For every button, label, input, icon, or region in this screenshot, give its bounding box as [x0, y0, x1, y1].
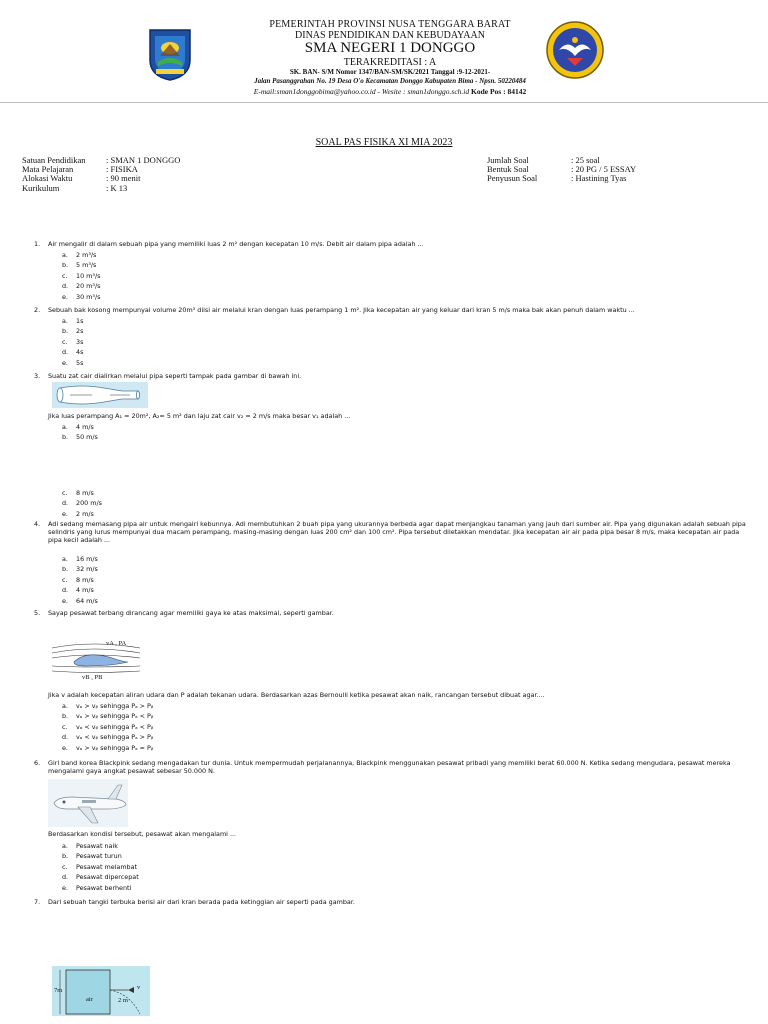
question-text: Suatu zat cair dialirkan melalui pipa seperti tampak pada gambar di bawah ini. — [48, 372, 302, 380]
option — [62, 432, 98, 442]
letterhead — [0, 0, 768, 110]
tank-velocity-label: v — [137, 984, 141, 991]
header-postal: Kode Pos : 84142 — [471, 87, 527, 96]
question-number: 4. — [34, 520, 41, 528]
exam-title-text: SOAL PAS FISIKA XI MIA 2023 — [315, 137, 453, 148]
info-key: Satuan Pendidikan — [22, 155, 86, 165]
question-7 — [34, 898, 746, 906]
option — [62, 554, 98, 564]
option — [62, 862, 139, 872]
option-text: Pesawat melambat — [76, 862, 138, 871]
option — [62, 281, 100, 291]
question-3-options-b — [62, 488, 102, 519]
option-text: vₐ < vᵦ sehingga Pₐ < Pᵦ — [76, 722, 154, 731]
option-letter: a. — [62, 702, 68, 710]
info-value: : 25 soal — [571, 155, 600, 165]
option — [62, 585, 98, 595]
option-letter: d. — [62, 282, 69, 291]
option-letter: d. — [62, 499, 69, 508]
header-department: DINAS PENDIDIKAN DAN KEBUDAYAAN — [295, 30, 485, 41]
info-key: Penyusun Soal — [487, 173, 538, 184]
info-key: Mata Pelajaran — [22, 164, 74, 175]
option-text: 8 m/s — [76, 575, 94, 584]
question-number: 2. — [34, 306, 41, 314]
option — [62, 722, 153, 732]
header-address — [180, 77, 600, 85]
exam-info-right — [487, 156, 636, 184]
info-value: : FISIKA — [106, 164, 138, 175]
option — [62, 326, 83, 336]
option-text: 4s — [76, 348, 84, 357]
option-letter: d. — [62, 873, 69, 882]
question-5-options — [62, 701, 153, 753]
info-row — [22, 184, 180, 193]
option-letter: e. — [62, 292, 68, 301]
option — [62, 841, 139, 851]
option-letter: c. — [62, 489, 68, 497]
option-text: vₐ > vᵦ sehingga Pₐ > Pᵦ — [76, 702, 154, 710]
option-text: Pesawat naik — [76, 842, 118, 850]
option-letter: b. — [62, 852, 69, 861]
option — [62, 596, 98, 606]
info-key: Jumlah Soal — [487, 155, 529, 165]
header-sk-number: SK. BAN- S/M Nomor 1347/BAN-SM/SK/2021 Tanggal :9-12-2021- — [289, 68, 491, 76]
option-text: 8 m/s — [76, 489, 94, 497]
option — [62, 498, 102, 508]
option-text: 1s — [76, 317, 84, 325]
question-number: 1. — [34, 240, 41, 248]
wing-top-label: vA , PA — [106, 640, 127, 647]
option — [62, 701, 153, 711]
question-5-continued — [34, 691, 746, 699]
school-emblem-icon — [545, 20, 605, 80]
header-address-text: Jalan Pasanggrahan No. 19 Desa O'o Kecamatan Donggo Kabupaten Bima - Npsn. 50220484 — [254, 77, 526, 85]
option-text: 4 m/s — [76, 423, 94, 431]
option — [62, 851, 139, 861]
option-letter: d. — [62, 733, 69, 742]
wing-bottom-label: vB , PB — [82, 674, 103, 681]
question-6-options — [62, 841, 139, 893]
option-letter: c. — [62, 575, 68, 584]
question-text: Girl band korea Blackpink sedang mengadakan tur dunia. Untuk mempermudah perjalanannya, Blackpink menggunakan pesawat pribadi yang memiliki berat 60.000 N. Ketika sedang mengudara, pesawat mereka mengalami gaya angkat pesawat sebesar 50.000 N. — [48, 759, 731, 775]
option-text: 50 m/s — [76, 433, 98, 442]
info-key: Bentuk Soal — [487, 164, 529, 175]
tank-height-label: 7m — [54, 987, 63, 994]
question-text: Berdasarkan kondisi tersebut, pesawat akan mengalami ... — [48, 830, 237, 838]
header-email-website: E-mail:sman1donggobima@yahoo.co.id - Wesite : sman1donggo.sch.id — [253, 87, 470, 96]
question-text: Jika v adalah kecepatan aliran udara dan P adalah tekanan udara. Berdasarkan azas Bernoulli ketika pesawat akan naik, rancangan tersebut dibuat agar.... — [48, 691, 545, 699]
option-letter: a. — [62, 251, 68, 259]
option-letter: e. — [62, 358, 68, 367]
header-divider — [0, 102, 768, 103]
exam-info-left — [22, 156, 180, 193]
option-letter: a. — [62, 555, 68, 563]
option-text: 20 m³/s — [76, 282, 101, 291]
airplane-illustration — [48, 779, 128, 827]
option-letter: b. — [62, 261, 69, 270]
info-value: : 90 menit — [106, 173, 141, 184]
option — [62, 337, 83, 347]
option-text: 5 m³/s — [76, 261, 97, 270]
option-text: 5s — [76, 358, 84, 367]
tank-water-label: air — [86, 996, 93, 1003]
question-number: 7. — [34, 898, 41, 906]
option-text: 2 m/s — [76, 509, 94, 518]
info-value: : 20 PG / 5 ESSAY — [571, 164, 637, 175]
option-letter: c. — [62, 722, 68, 731]
question-5 — [34, 609, 746, 617]
option — [62, 347, 83, 357]
option-letter: c. — [62, 271, 68, 280]
option-letter: c. — [62, 337, 68, 346]
info-key: Alokasi Waktu — [22, 173, 73, 184]
option-letter: e. — [62, 743, 68, 752]
option-text: 30 m³/s — [76, 292, 101, 301]
question-text: Adi sedang memasang pipa air untuk mengairi kebunnya. Adi membutuhkan 2 buah pipa yang ukurannya berbeda agar dapat menjangkau tanaman yang jauh dari sumber air. Pipa yang digunakan adalah sebuah pipa selindris yang lurus mempunyai dua macam perampang, masing-masing dengan luas 200 cm² dan 100 cm². Pipa tersebut diletakkan mendatar. Jika kecepatan air air pada pipa besar 8 m/s, maka kecepatan air pada pipa kecil adalah ... — [48, 520, 746, 544]
option — [62, 292, 100, 302]
option — [62, 260, 100, 270]
question-number: 3. — [34, 372, 41, 380]
option-letter: a. — [62, 317, 68, 325]
question-6 — [34, 759, 746, 775]
option — [62, 422, 98, 432]
question-text: Jika luas perampang A₁ = 20m², A₂= 5 m² dan laju zat cair v₂ = 2 m/s maka besar v₁ adalah ... — [48, 412, 351, 420]
option-letter: e. — [62, 509, 68, 518]
option-text: 3s — [76, 337, 84, 346]
header-contact — [190, 87, 590, 96]
exam-title — [0, 137, 768, 148]
option — [62, 872, 139, 882]
question-3 — [34, 372, 746, 380]
option — [62, 883, 139, 893]
option-letter: e. — [62, 596, 68, 605]
info-key: Kurikulum — [22, 182, 60, 193]
option-text: vₐ > vᵦ sehingga Pₐ = Pᵦ — [76, 743, 154, 752]
option — [62, 316, 83, 326]
question-text: Sebuah bak kosong mempunyai volume 20m³ diisi air melalui kran dengan luas perampang 1 m². Jika kecepatan air yang keluar dari kran 5 m/s maka bak akan penuh dalam waktu ... — [48, 306, 635, 314]
option-text: Pesawat berhenti — [76, 883, 132, 892]
question-number: 5. — [34, 609, 41, 617]
option-text: Pesawat turun — [76, 852, 122, 861]
option-text: 2 m³/s — [76, 251, 97, 259]
question-3-options-a — [62, 422, 98, 443]
question-number: 6. — [34, 759, 41, 767]
option-letter: d. — [62, 586, 69, 595]
pipe-diagram — [52, 382, 148, 408]
question-1 — [34, 240, 746, 248]
option-text: 32 m/s — [76, 565, 98, 574]
option-text: 10 m³/s — [76, 271, 101, 280]
info-row — [487, 174, 636, 183]
option — [62, 575, 98, 585]
header-province: PEMERINTAH PROVINSI NUSA TENGGARA BARAT — [269, 19, 511, 30]
option-text: Pesawat dipercepat — [76, 873, 139, 882]
option-text: vₐ > vᵦ sehingga Pₐ < Pᵦ — [76, 712, 154, 721]
option — [62, 711, 153, 721]
water-tank-diagram — [52, 966, 150, 1016]
option — [62, 358, 83, 368]
tank-nozzle-height-label: 2 m — [118, 997, 128, 1004]
option-letter: d. — [62, 348, 69, 357]
option-text: 200 m/s — [76, 499, 102, 508]
option-letter: b. — [62, 327, 69, 336]
option-letter: b. — [62, 433, 69, 442]
question-1-options — [62, 250, 100, 302]
option-text: 16 m/s — [76, 555, 98, 563]
question-3-continued — [34, 412, 746, 420]
option — [62, 271, 100, 281]
option-letter: a. — [62, 842, 68, 850]
option — [62, 250, 100, 260]
header-school-name: SMA NEGERI 1 DONGGO — [304, 40, 476, 56]
option — [62, 743, 153, 753]
option-letter: c. — [62, 862, 68, 871]
info-value: : Hastining Tyas — [571, 173, 627, 184]
question-2 — [34, 306, 746, 314]
option-letter: b. — [62, 565, 69, 574]
info-value: : SMAN 1 DONGGO — [106, 155, 181, 165]
question-2-options — [62, 316, 83, 368]
option — [62, 488, 102, 498]
info-value: : K 13 — [106, 182, 128, 193]
question-4-options — [62, 554, 98, 606]
option-text: vₐ < vᵦ sehingga Pₐ > Pᵦ — [76, 733, 154, 742]
option — [62, 732, 153, 742]
province-emblem-icon — [146, 26, 194, 82]
option-letter: a. — [62, 423, 68, 431]
option-letter: b. — [62, 712, 69, 721]
question-6-continued — [34, 830, 746, 838]
question-4 — [34, 520, 746, 544]
question-text: Air mengalir di dalam sebuah pipa yang memiliki luas 2 m² dengan kecepatan 10 m/s. Debit air dalam pipa adalah ... — [48, 240, 424, 248]
header-accreditation: TERAKREDITASI : A — [343, 57, 437, 68]
option — [62, 564, 98, 574]
option-text: 64 m/s — [76, 596, 98, 605]
option — [62, 509, 102, 519]
question-text: Sayap pesawat terbang dirancang agar memiliki gaya ke atas maksimal, seperti gambar. — [48, 609, 334, 617]
option-letter: e. — [62, 883, 68, 892]
option-text: 2s — [76, 327, 84, 336]
option-text: 4 m/s — [76, 586, 94, 595]
question-text: Dari sebuah tangki terbuka berisi air dari kran berada pada ketinggian air seperti pada gambar. — [48, 898, 355, 906]
